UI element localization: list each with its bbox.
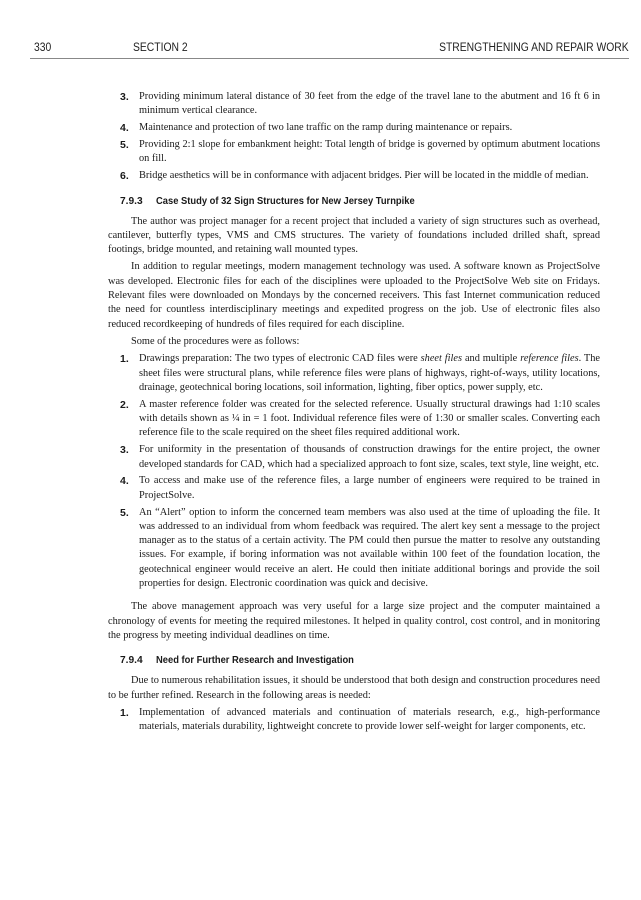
item-text-italic: reference files (520, 353, 579, 365)
item-number: 3. (120, 91, 129, 103)
item-text: An “Alert” option to inform the concerned team members was also used at the time of uploading the file. It was addressed to an individual from whom feedback was required. The alert key sent a message to the project manager as to the status of a certain activity. The PM could then pursue the matter to resolve any outstanding issues. For example, if boring information was not available within 100 feet of the foundation location, the geotechnical engineer would receive an alert. He could then initiate additional borings and provide the soil properties for design. Electronic coordination was quick and decisive. (139, 506, 600, 590)
item-text-italic: sheet files (420, 353, 463, 365)
paragraph: The author was project manager for a recent project that included a variety of sign structures such as overhead, cantilever, butterfly types, VMS and CMS structures. The variety of foundations included drilled shaft, spread footings, bridge mounted, and retaining wall mounted types. (108, 215, 600, 256)
item-text: For uniformity in the presentation of thousands of construction drawings for the entire project, the owner developed standards for CAD, which had a specialized approach to font size, scales, text style, line weight, etc. (139, 444, 600, 470)
numbered-list-continued (120, 90, 600, 184)
item-number: 6. (120, 170, 129, 183)
research-list (120, 706, 600, 735)
list-item (120, 352, 600, 395)
list-item (120, 138, 600, 167)
item-text: To access and make use of the reference files, a large number of engineers were required to be trained in ProjectSolve. (139, 475, 600, 501)
section-title: Need for Further Research and Investigation (156, 655, 354, 667)
header-rule (30, 58, 629, 59)
item-text: Bridge aesthetics will be in conformance with adjacent bridges. Pier will be located in the middle of median. (139, 170, 589, 182)
item-text: Implementation of advanced materials and continuation of materials research, e.g., high-performance materials, materials durability, lightweight concrete to provide lower self-weight for larger components, etc. (139, 706, 600, 733)
item-text-part: . The sheet files were structural plans, while reference files were plans of highways, right-of-ways, utility locations, drainage, geotechnical boring locations, soil information, lighting, fiber optics, power supply, etc. (139, 353, 601, 393)
section-title: Case Study of 32 Sign Structures for New Jersey Turnpike (156, 195, 415, 207)
item-number: 3. (120, 444, 129, 457)
paragraph: Due to numerous rehabilitation issues, it should be understood that both design and construction procedures need to be further refined. Research in the following areas is needed: (108, 675, 600, 701)
list-item (120, 506, 600, 592)
section-heading-7-9-3 (120, 195, 600, 209)
section-number: 7.9.3 (120, 195, 143, 207)
item-text-part: and multiple (462, 353, 521, 365)
item-text: Providing minimum lateral distance of 30 feet from the edge of the travel lane to the abutment and 16 ft 6 in minimum vertical clearance. (139, 91, 600, 117)
item-number: 1. (120, 706, 129, 719)
list-item (120, 90, 600, 119)
item-number: 1. (120, 353, 129, 366)
section-label: SECTION 2 (133, 42, 188, 54)
list-item (120, 169, 600, 183)
item-number: 4. (120, 122, 129, 135)
paragraph: The above management approach was very useful for a large size project and the computer maintained a chronology of events for meeting the required milestones. It helped in quality control, cost control, and in monitoring the progress by meeting individual deadlines on time. (108, 601, 600, 641)
item-number: 5. (120, 139, 129, 152)
running-header (0, 42, 641, 62)
item-number: 5. (120, 506, 129, 519)
item-number: 4. (120, 475, 129, 488)
list-item (120, 443, 600, 472)
list-item (120, 706, 600, 735)
item-text: A master reference folder was created for the selected reference. Usually structural drawings had 1:10 scales with details shown as ¼ in = 1 foot. Individual reference files were of 1:30 or smaller scales. Converting each reference file to the scale required on the sheet files required additional work. (139, 398, 600, 439)
list-item (120, 398, 600, 441)
item-text: Maintenance and protection of two lane traffic on the ramp during maintenance or repairs. (139, 122, 513, 134)
item-text-part: Drawings preparation: The two types of electronic CAD files were (139, 353, 421, 365)
chapter-title: STRENGTHENING AND REPAIR WORK (439, 42, 629, 54)
list-item (120, 474, 600, 503)
page-number: 330 (34, 42, 52, 54)
paragraph: Some of the procedures were as follows: (131, 335, 300, 347)
section-heading-7-9-4 (120, 654, 600, 668)
item-text: Providing 2:1 slope for embankment height: Total length of bridge is governed by optimum abutment locations on fill. (139, 139, 600, 165)
item-number: 2. (120, 398, 129, 411)
section-number: 7.9.4 (120, 655, 143, 667)
list-item (120, 121, 600, 135)
procedures-list (120, 352, 600, 591)
paragraph: In addition to regular meetings, modern management technology was used. A software known as ProjectSolve was developed. Electronic files for each of the disciplines were uploaded to the ProjectSolve Web site on Fridays. Relevant files were downloaded on Mondays by the concerned receivers. This fast Internet communication reduced the need for countless interdisciplinary meetings and expedited progress on the job. Use of electronic files also reduced recordkeeping of hundreds of files required for each discipline. (108, 261, 600, 330)
page-body (108, 90, 601, 737)
